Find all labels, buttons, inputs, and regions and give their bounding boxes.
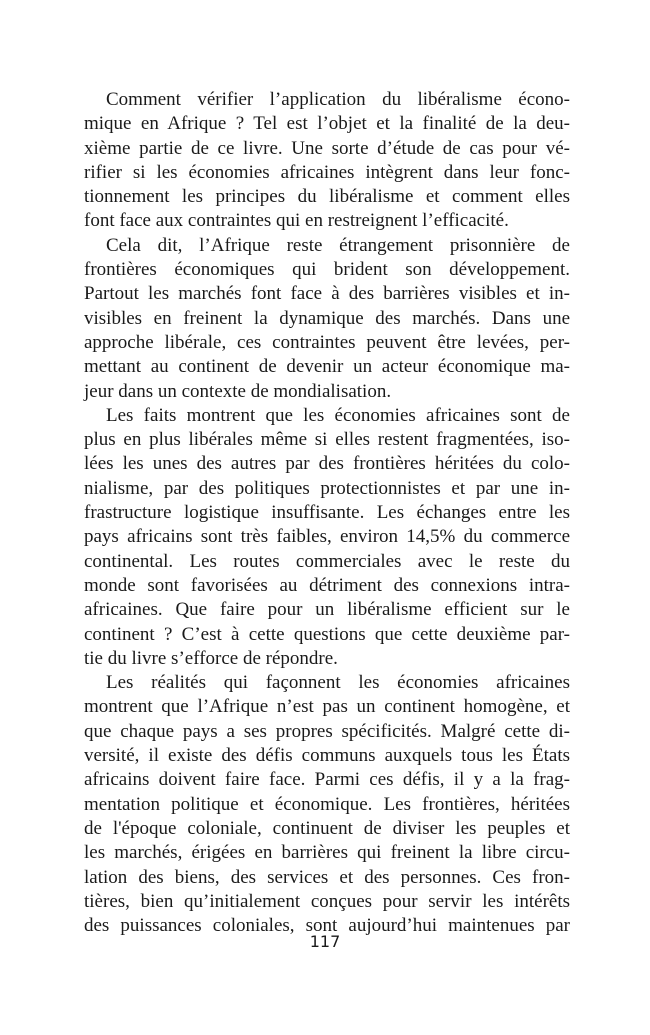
- text-line: tières, bien qu’initialement conçues pour servir les intérêts: [84, 890, 570, 912]
- text-line: africaines. Que faire pour un libéralisme efficient sur le: [84, 599, 570, 621]
- body-text: [84, 88, 570, 938]
- text-line: monde sont favorisées au détriment des connexions intra-: [84, 574, 570, 596]
- text-line: africains doivent faire face. Parmi ces défis, il y a la frag-: [84, 769, 570, 791]
- text-line: frastructure logistique insuffisante. Les échanges entre les: [84, 502, 570, 524]
- text-line: les marchés, érigées en barrières qui freinent la libre circu-: [84, 842, 570, 864]
- text-line: rifier si les économies africaines intègrent dans leur fonc-: [84, 161, 570, 183]
- text-line: que chaque pays a ses propres spécificités. Malgré cette di-: [84, 720, 570, 742]
- text-line: continental. Les routes commerciales avec le reste du: [84, 550, 570, 572]
- text-line: Les faits montrent que les économies africaines sont de: [106, 404, 570, 426]
- text-line: nialisme, par des politiques protectionnistes et par une in-: [84, 477, 570, 499]
- text-line: tie du livre s’efforce de répondre.: [84, 647, 338, 669]
- text-line: approche libérale, ces contraintes peuvent être levées, per-: [84, 331, 570, 353]
- text-line: montrent que l’Afrique n’est pas un continent homogène, et: [84, 696, 570, 718]
- paragraph-2: [84, 234, 570, 404]
- paragraph-4: [84, 671, 570, 938]
- text-line: frontières économiques qui brident son développement.: [84, 259, 570, 281]
- text-line: Cela dit, l’Afrique reste étrangement prisonnière de: [106, 234, 570, 256]
- paragraph-3: [84, 404, 570, 671]
- text-line: Partout les marchés font face à des barrières visibles et in-: [84, 283, 570, 305]
- text-line: jeur dans un contexte de mondialisation.: [84, 380, 392, 402]
- text-line: mettant au continent de devenir un acteur économique ma-: [84, 356, 570, 378]
- text-line: xième partie de ce livre. Une sorte d’étude de cas pour vé-: [84, 137, 570, 159]
- text-line: visibles en freinent la dynamique des marchés. Dans une: [84, 307, 570, 329]
- text-line: Comment vérifier l’application du libéralisme écono-: [106, 89, 570, 110]
- text-line: des puissances coloniales, sont aujourd’hui maintenues par: [84, 915, 570, 937]
- text-line: tionnement les principes du libéralisme et comment elles: [84, 186, 570, 208]
- text-line: font face aux contraintes qui en restreignent l’efficacité.: [84, 210, 509, 232]
- text-line: pays africains sont très faibles, environ 14,5% du commerce: [84, 526, 570, 548]
- text-line: plus en plus libérales même si elles restent fragmentées, iso-: [84, 429, 570, 451]
- text-line: lation des biens, des services et des personnes. Ces fron-: [84, 866, 570, 888]
- text-line: continent ? C’est à cette questions que cette deuxième par-: [84, 623, 570, 645]
- text-line: mique en Afrique ? Tel est l’objet et la finalité de la deu-: [84, 113, 570, 135]
- paragraph-1: [84, 88, 570, 234]
- text-line: lées les unes des autres par des frontières héritées du colo-: [84, 453, 570, 475]
- text-line: de l'époque coloniale, continuent de diviser les peuples et: [84, 817, 570, 839]
- page-number: 117: [309, 932, 341, 951]
- text-line: versité, il existe des défis communs auxquels tous les États: [84, 745, 570, 767]
- text-line: Les réalités qui façonnent les économies africaines: [106, 672, 570, 694]
- text-line: mentation politique et économique. Les frontières, héritées: [84, 793, 570, 815]
